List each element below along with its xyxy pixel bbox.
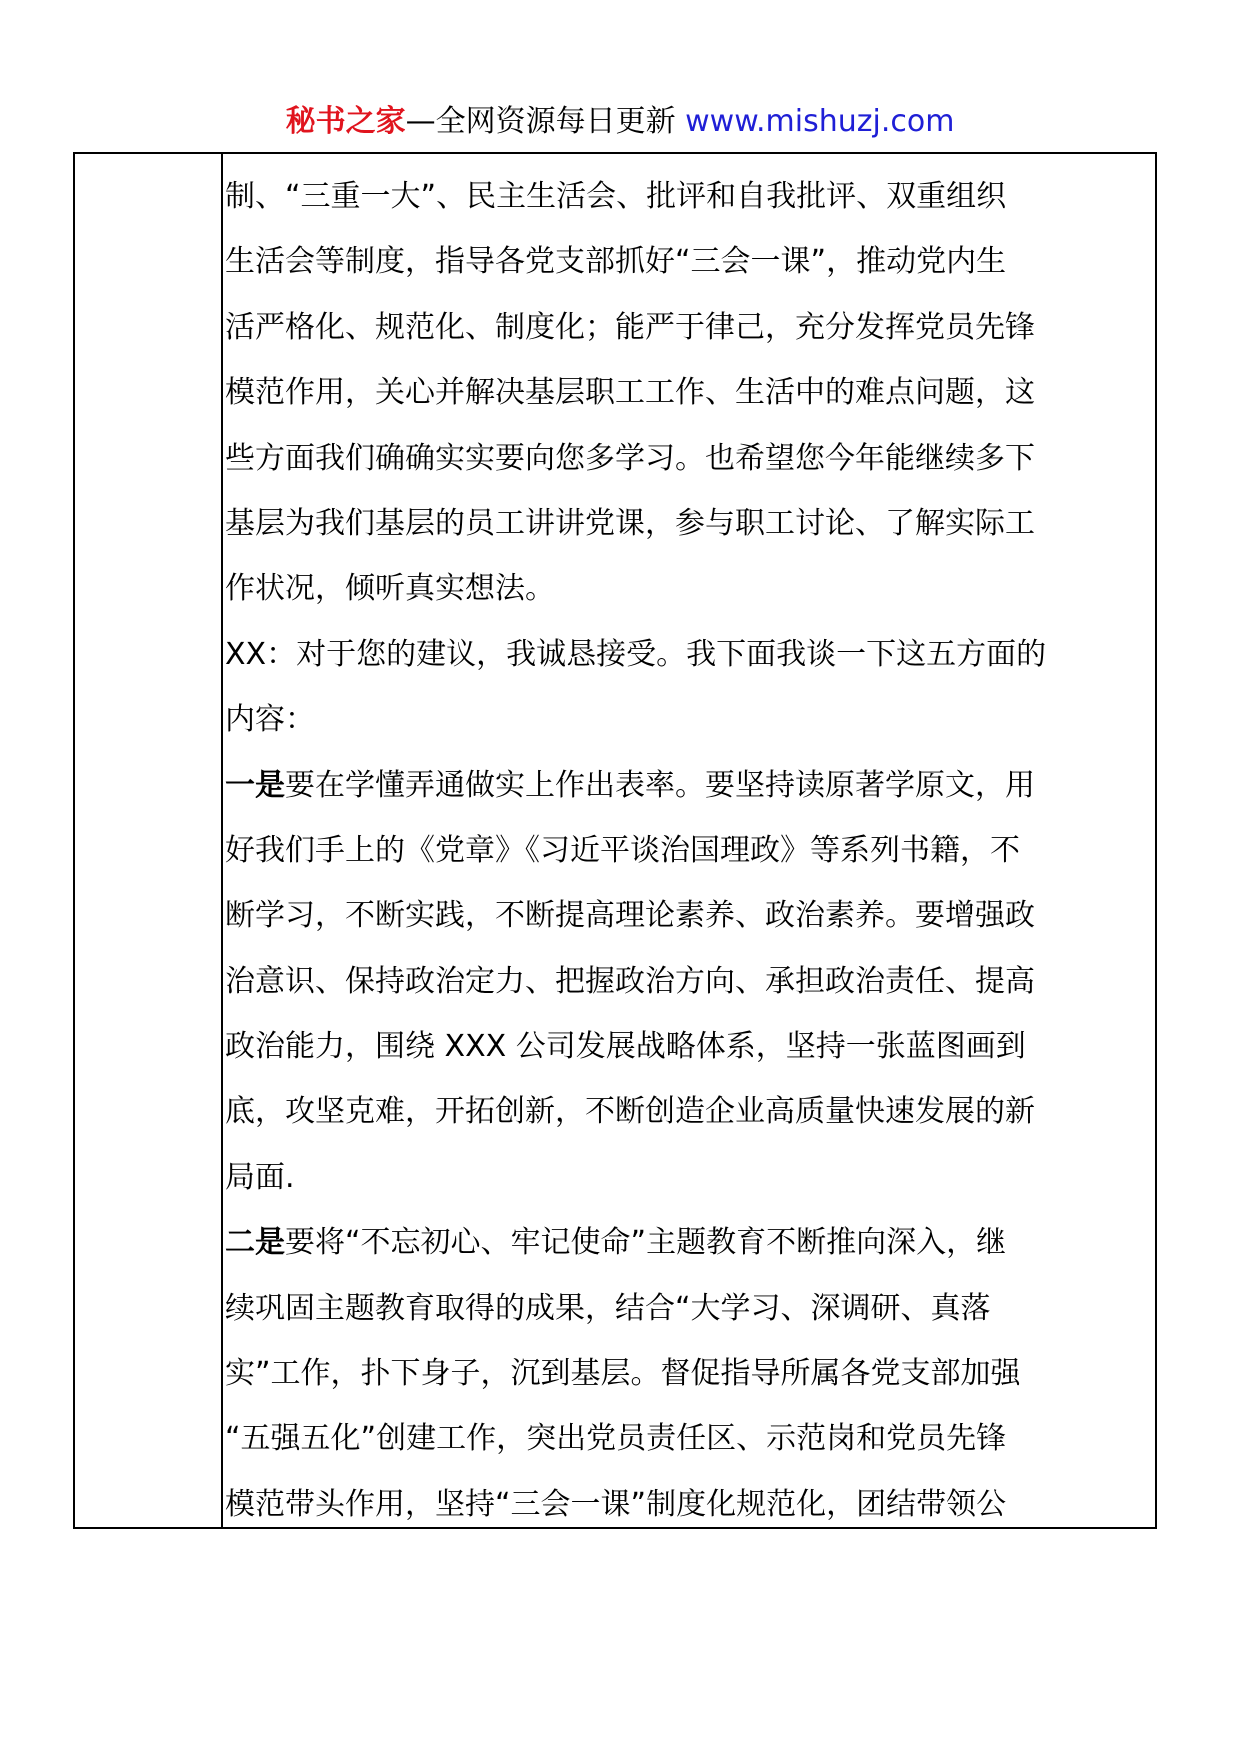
text-line: 好我们手上的《党章》《习近平谈治国理政》等系列书籍，不 xyxy=(225,832,1020,868)
text-line: 模范作用，关心并解决基层职工工作、生活中的难点问题，这 xyxy=(225,375,1035,411)
text-line: “五强五化”创建工作，突出党员责任区、示范岗和党员先锋 xyxy=(225,1421,1007,1457)
text-line: 内容： xyxy=(225,702,315,738)
text-line: 政治能力，围绕 XXX 公司发展战略体系，坚持一张蓝图画到 xyxy=(225,1029,1026,1065)
paragraph-two-text: 要将“不忘初心、牢记使命”主题教育不断推向深入，继 xyxy=(285,1225,1007,1261)
document-table xyxy=(73,152,1157,1529)
header-slogan: —全网资源每日更新 xyxy=(405,104,686,139)
text-line: 些方面我们确确实实要向您多学习。也希望您今年能继续多下 xyxy=(225,440,1035,476)
text-line: 实”工作，扑下身子，沉到基层。督促指导所属各党支部加强 xyxy=(225,1356,1021,1392)
text-line: 生活会等制度，指导各党支部抓好“三会一课”，推动党内生 xyxy=(225,244,1007,280)
brand-name: 秘书之家 xyxy=(285,104,406,139)
text-line: 基层为我们基层的员工讲讲党课，参与职工讨论、了解实际工 xyxy=(225,505,1035,541)
text-line: 活严格化、规范化、制度化；能严于律己，充分发挥党员先锋 xyxy=(225,309,1035,345)
text-line: 局面. xyxy=(225,1159,295,1195)
site-url-link[interactable]: www.mishuzj.com xyxy=(685,104,955,139)
paragraph-one-lead: 一是 xyxy=(225,767,285,803)
text-line: XX：对于您的建议，我诚恳接受。我下面我谈一下这五方面的 xyxy=(225,636,1047,672)
text-line: 制、“三重一大”、民主生活会、批评和自我批评、双重组织 xyxy=(225,179,1007,214)
text-line: 续巩固主题教育取得的成果，结合“大学习、深调研、真落 xyxy=(225,1290,991,1326)
paragraph-one-first-line xyxy=(225,753,1155,818)
text-line: 作状况，倾听真实想法。 xyxy=(225,571,555,607)
text-line: 模范带头作用，坚持“三会一课”制度化规范化，团结带领公 xyxy=(225,1486,1007,1522)
text-line: 治意识、保持政治定力、把握政治方向、承担政治责任、提高 xyxy=(225,963,1035,999)
paragraph-one-text: 要在学懂弄通做实上作出表率。要坚持读原著学原文，用 xyxy=(285,767,1035,803)
paragraph-two-lead: 二是 xyxy=(225,1225,285,1261)
table-content-cell xyxy=(225,164,1155,1537)
text-line: 断学习，不断实践，不断提高理论素养、政治素养。要增强政 xyxy=(225,898,1035,934)
site-header xyxy=(0,102,1240,142)
table-left-column xyxy=(75,154,223,1527)
text-line: 底，攻坚克难，开拓创新，不断创造企业高质量快速发展的新 xyxy=(225,1094,1035,1130)
paragraph-two-first-line xyxy=(225,1210,1155,1275)
